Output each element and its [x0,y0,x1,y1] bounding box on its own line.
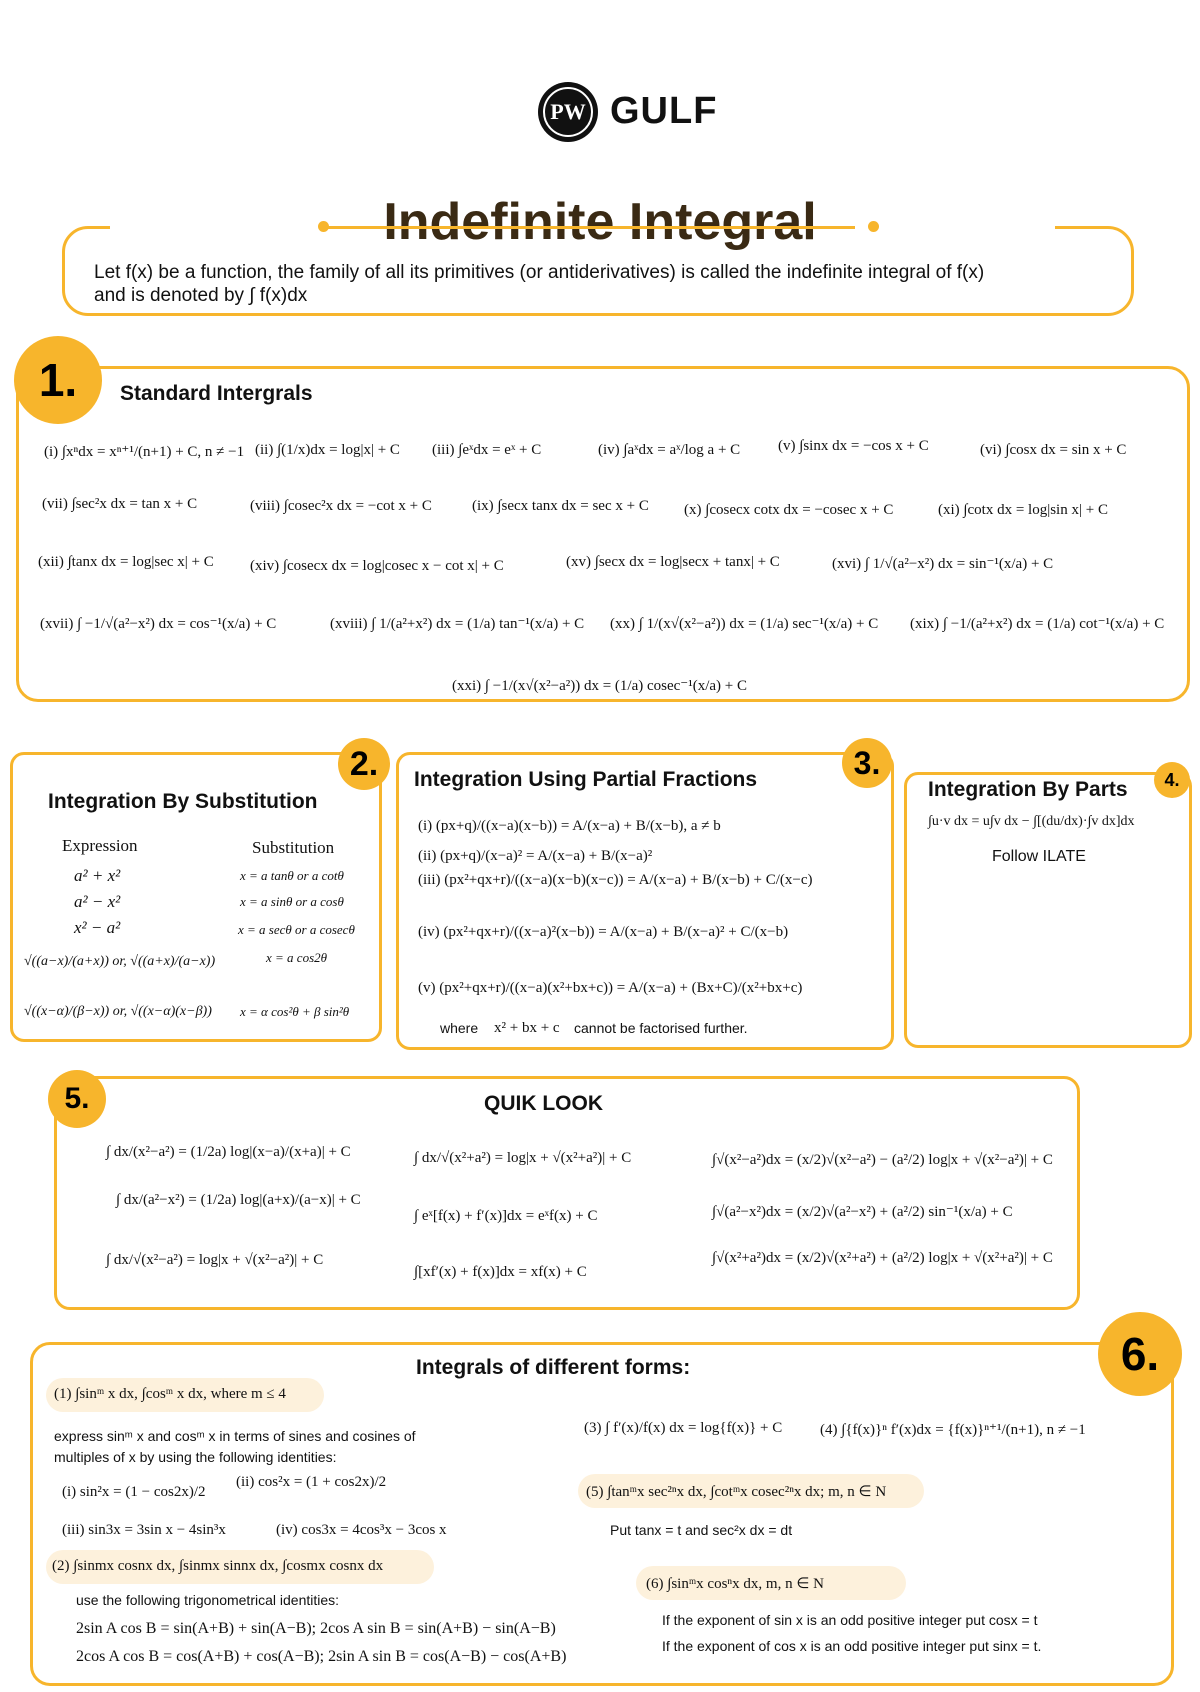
form-5: (5) ∫tanᵐx sec²ⁿx dx, ∫cotᵐx cosec²ⁿx dx; m, n ∈ N [586,1484,887,1500]
pf-formula-1: (i) (px+q)/((x−a)(x−b)) = A/(x−a) + B/(x−b), a ≠ b [418,818,721,834]
page-title: Indefinite Integral [383,193,817,251]
pf-formula-4: (iv) (px²+qx+r)/((x−a)²(x−b)) = A/(x−a) + B/(x−a)² + C/(x−b) [418,924,789,940]
sub-sub-1: x = a tanθ or a cotθ [240,868,344,883]
sub-expr-4: √((a−x)/(a+x)) or, √((a+x)/(a−x)) [24,954,216,969]
section-4-number: 4. [1154,762,1190,798]
section-1-number: 1. [14,336,102,424]
sub-sub-4: x = a cos2θ [266,950,328,965]
section-6-number: 6. [1098,1312,1182,1396]
form-5-text: Put tanx = t and sec²x dx = dt [610,1522,793,1538]
std-formula-20: (xxi) ∫ −1/(x√(x²−a²)) dx = (1/a) cosec⁻¹(x/a) + C [452,678,747,694]
brand-logo [538,82,598,142]
ql-formula-1: ∫ dx/(x²−a²) = (1/2a) log|(x−a)/(x+a)| + C [106,1144,351,1160]
section-4-title: Integration By Parts [928,778,1128,801]
ql-formula-5: ∫ eˣ[f(x) + f′(x)]dx = eˣf(x) + C [414,1208,598,1224]
form-2-identity-2: 2cos A cos B = cos(A+B) + cos(A−B); 2sin A sin B = cos(A−B) − cos(A+B) [76,1648,567,1665]
ql-formula-7: ∫√(x²−a²)dx = (x/2)√(x²−a²) − (a²/2) log|x + √(x²−a²)| + C [712,1152,1053,1168]
std-formula-6: (vi) ∫cosx dx = sin x + C [980,442,1127,458]
ql-formula-4: ∫ dx/√(x²+a²) = log|x + √(x²+a²)| + C [414,1150,632,1166]
form-6-text-1: If the exponent of sin x is an odd positive integer put cosx = t [662,1612,1038,1628]
std-formula-8: (viii) ∫cosec²x dx = −cot x + C [250,498,432,514]
col-expression: Expression [62,836,138,855]
sub-sub-5: x = α cos²θ + β sin²θ [240,1004,350,1019]
pf-note-expr: x² + bx + c [494,1020,560,1036]
pf-formula-5: (v) (px²+qx+r)/((x−a)(x²+bx+c)) = A/(x−a) + (Bx+C)/(x²+bx+c) [418,980,803,996]
form-1-text-1: express sinᵐ x and cosᵐ x in terms of sines and cosines of [54,1428,416,1444]
sub-sub-2: x = a sinθ or a cosθ [240,894,344,909]
sub-expr-5: √((x−α)/(β−x)) or, √((x−α)(x−β)) [24,1004,212,1019]
std-formula-13: (xiv) ∫cosecx dx = log|cosec x − cot x| + C [250,558,504,574]
section-6-title: Integrals of different forms: [416,1356,691,1379]
std-formula-1: (i) ∫xⁿdx = xⁿ⁺¹/(n+1) + C, n ≠ −1 [44,444,245,460]
sub-expr-2: a² − x² [74,892,121,911]
section-5-title: QUIK LOOK [484,1092,603,1115]
section-3-number: 3. [842,738,892,788]
form-2-identity-1: 2sin A cos B = sin(A+B) + sin(A−B); 2cos A sin B = sin(A+B) − sin(A−B) [76,1620,556,1637]
intro-line-2: and is denoted by ∫ f(x)dx [94,285,308,306]
std-formula-14: (xv) ∫secx dx = log|secx + tanx| + C [566,554,780,570]
pf-note-rest: cannot be factorised further. [574,1020,748,1036]
form-2-text: use the following trigonometrical identities: [76,1592,340,1608]
form-3: (3) ∫ f′(x)/f(x) dx = log{f(x)} + C [584,1420,783,1436]
title-left-dot [318,221,329,232]
sub-sub-3: x = a secθ or a cosecθ [238,922,355,937]
ql-formula-2: ∫ dx/(a²−x²) = (1/2a) log|(a+x)/(a−x)| + C [116,1192,361,1208]
intro-line-1: Let f(x) be a function, the family of all its primitives (or antiderivatives) is called the indefinite integral of f(x) [94,262,985,283]
form-1: (1) ∫sinᵐ x dx, ∫cosᵐ x dx, where m ≤ 4 [54,1386,286,1402]
brand-name: GULF [610,90,718,132]
std-formula-11: (xi) ∫cotx dx = log|sin x| + C [938,502,1108,518]
parts-formula: ∫u·v dx = u∫v dx − ∫[(du/dx)·∫v dx]dx [928,814,1135,829]
section-5-number: 5. [48,1070,106,1128]
std-formula-10: (x) ∫cosecx cotx dx = −cosec x + C [684,502,894,518]
std-formula-3: (iii) ∫eˣdx = eˣ + C [432,442,542,458]
sub-expr-1: a² + x² [74,866,121,885]
std-formula-15: (xvi) ∫ 1/√(a²−x²) dx = sin⁻¹(x/a) + C [832,556,1054,572]
section-2-number: 2. [338,738,390,790]
title-right-line [855,226,1055,229]
section-1-box [16,366,1190,702]
section-1-title: Standard Intergrals [120,382,313,405]
identity-iv: (iv) cos3x = 4cos³x − 3cos x [276,1522,447,1538]
form-1-text-2: multiples of x by using the following identities: [54,1449,337,1465]
form-2: (2) ∫sinmx cosnx dx, ∫sinmx sinnx dx, ∫cosmx cosnx dx [52,1558,384,1574]
ql-formula-9: ∫√(x²+a²)dx = (x/2)√(x²+a²) + (a²/2) log|x + √(x²+a²)| + C [712,1250,1053,1266]
std-formula-7: (vii) ∫sec²x dx = tan x + C [42,496,198,512]
parts-note: Follow ILATE [992,848,1086,865]
form-6-text-2: If the exponent of cos x is an odd positive integer put sinx = t. [662,1638,1042,1654]
identity-ii: (ii) cos²x = (1 + cos2x)/2 [236,1474,387,1490]
identity-iii: (iii) sin3x = 3sin x − 4sin³x [62,1522,226,1538]
pf-formula-2: (ii) (px+q)/(x−a)² = A/(x−a) + B/(x−a)² [418,848,653,864]
std-formula-19: (xix) ∫ −1/(a²+x²) dx = (1/a) cot⁻¹(x/a) + C [910,616,1165,632]
pf-note-where: where [440,1020,479,1036]
std-formula-16: (xvii) ∫ −1/√(a²−x²) dx = cos⁻¹(x/a) + C [40,616,277,632]
ql-formula-8: ∫√(a²−x²)dx = (x/2)√(a²−x²) + (a²/2) sin⁻¹(x/a) + C [712,1204,1013,1220]
ql-formula-6: ∫[xf′(x) + f(x)]dx = xf(x) + C [414,1264,587,1280]
col-substitution: Substitution [252,838,335,857]
std-formula-9: (ix) ∫secx tanx dx = sec x + C [472,498,649,514]
sub-expr-3: x² − a² [74,918,121,937]
section-2-title: Integration By Substitution [48,790,318,813]
std-formula-4: (iv) ∫aˣdx = aˣ/log a + C [598,442,741,458]
identity-i: (i) sin²x = (1 − cos2x)/2 [62,1484,206,1500]
pf-formula-3: (iii) (px²+qx+r)/((x−a)(x−b)(x−c)) = A/(x−a) + B/(x−b) + C/(x−c) [418,872,813,888]
section-3-title: Integration Using Partial Fractions [414,768,758,791]
std-formula-2: (ii) ∫(1/x)dx = log|x| + C [255,442,400,458]
ql-formula-3: ∫ dx/√(x²−a²) = log|x + √(x²−a²)| + C [106,1252,324,1268]
form-4: (4) ∫{f(x)}ⁿ f′(x)dx = {f(x)}ⁿ⁺¹/(n+1), n ≠ −1 [820,1422,1086,1438]
std-formula-17: (xviii) ∫ 1/(a²+x²) dx = (1/a) tan⁻¹(x/a) + C [330,616,585,632]
logo-letters: PW [550,99,586,124]
title-right-dot [868,221,879,232]
section-3-box [396,752,894,1050]
std-formula-5: (v) ∫sinx dx = −cos x + C [778,438,929,454]
form-6: (6) ∫sinᵐx cosⁿx dx, m, n ∈ N [646,1576,824,1592]
std-formula-18: (xx) ∫ 1/(x√(x²−a²)) dx = (1/a) sec⁻¹(x/a) + C [610,616,879,632]
title-left-line [110,226,325,229]
std-formula-12: (xii) ∫tanx dx = log|sec x| + C [38,554,214,570]
